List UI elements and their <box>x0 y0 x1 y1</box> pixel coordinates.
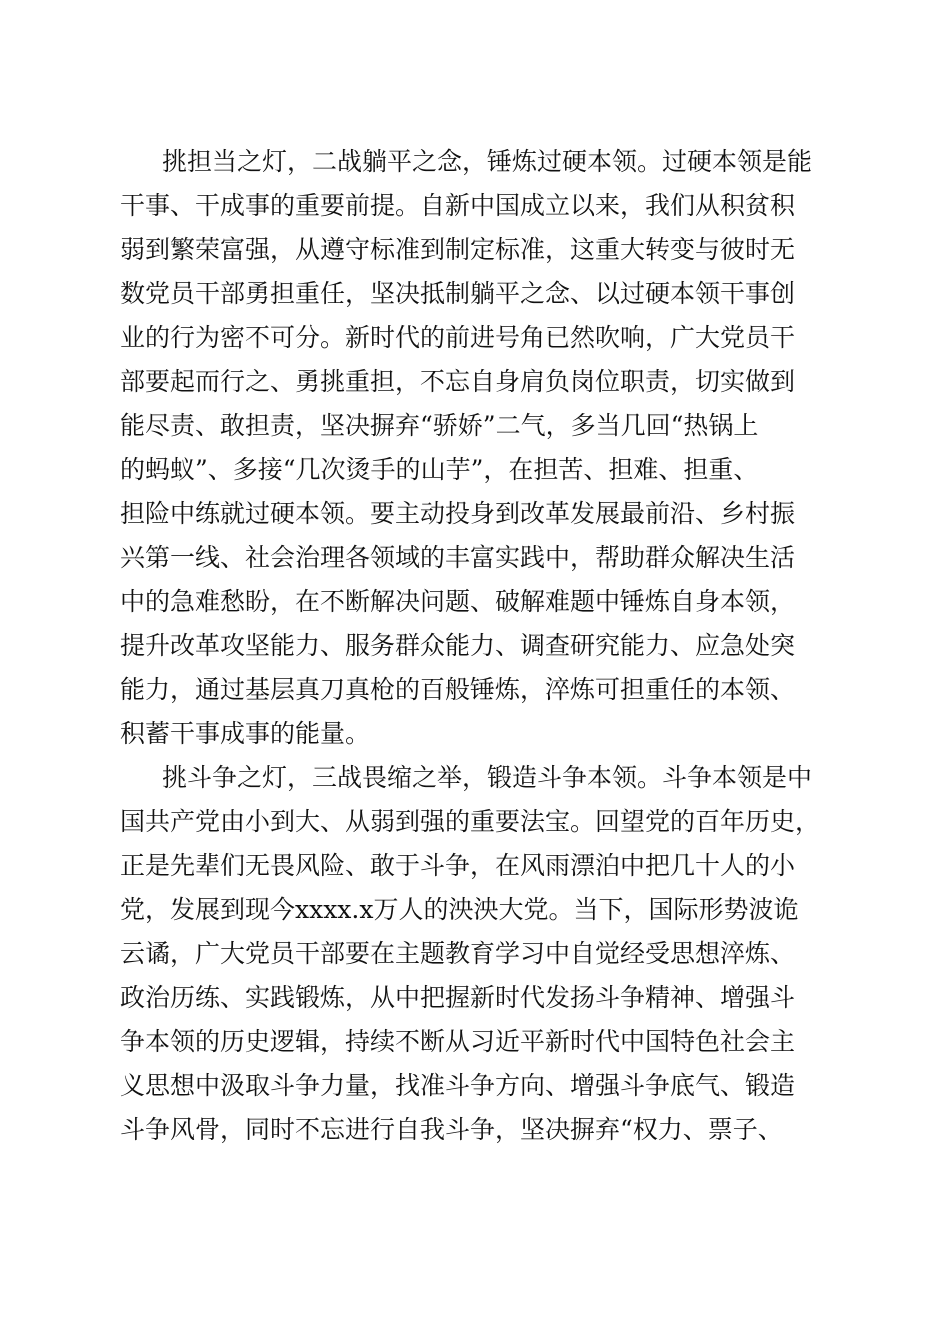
text-line: 弱到繁荣富强，从遵守标准到制定标准，这重大转变与彼时无 <box>120 235 796 264</box>
text-line: 云谲，广大党员干部要在主题教育学习中自觉经受思想淬炼、 <box>120 939 796 968</box>
text-line: 干事、干成事的重要前提。自新中国成立以来，我们从积贫积 <box>120 191 796 220</box>
text-line: 义思想中汲取斗争力量，找准斗争方向、增强斗争底气、锻造 <box>120 1071 796 1100</box>
paragraph-2 <box>120 756 840 1152</box>
text-line: 中的急难愁盼，在不断解决问题、破解难题中锤炼自身本领， <box>120 587 796 616</box>
text-line: 政治历练、实践锻炼，从中把握新时代发扬斗争精神、增强斗 <box>120 983 796 1012</box>
text-line: 提升改革攻坚能力、服务群众能力、调查研究能力、应急处突 <box>120 631 796 660</box>
text-line: 担险中练就过硬本领。要主动投身到改革发展最前沿、乡村振 <box>120 499 796 528</box>
text-line: 挑斗争之灯，三战畏缩之举，锻造斗争本领。斗争本领是中 <box>162 763 813 792</box>
text-line: 能尽责、敢担责，坚决摒弃“骄娇”二气，多当几回“热锅上 <box>120 411 759 440</box>
paragraph-1 <box>120 140 840 756</box>
text-line: 党，发展到现今xxxx.x万人的泱泱大党。当下，国际形势波诡 <box>120 895 799 924</box>
text-line: 国共产党由小到大、从弱到强的重要法宝。回望党的百年历史， <box>120 807 821 836</box>
text-line: 斗争风骨，同时不忘进行自我斗争，坚决摒弃“权力、票子、 <box>120 1115 783 1144</box>
text-line: 争本领的历史逻辑，持续不断从习近平新时代中国特色社会主 <box>120 1027 796 1056</box>
text-line: 业的行为密不可分。新时代的前进号角已然吹响，广大党员干 <box>120 323 796 352</box>
text-line: 数党员干部勇担重任，坚决抵制躺平之念、以过硬本领干事创 <box>120 279 796 308</box>
text-line: 部要起而行之、勇挑重担，不忘自身肩负岗位职责，切实做到 <box>120 367 796 396</box>
text-line: 正是先辈们无畏风险、敢于斗争，在风雨漂泊中把几十人的小 <box>120 851 796 880</box>
text-line: 的蚂蚁”、多接“几次烫手的山芋”，在担苦、担难、担重、 <box>120 455 759 484</box>
document-body <box>120 140 840 1152</box>
text-line: 能力，通过基层真刀真枪的百般锤炼，淬炼可担重任的本领、 <box>120 675 796 704</box>
text-line: 积蓄干事成事的能量。 <box>120 719 371 748</box>
text-line: 兴第一线、社会治理各领域的丰富实践中，帮助群众解决生活 <box>120 543 796 572</box>
text-line: 挑担当之灯，二战躺平之念，锤炼过硬本领。过硬本领是能 <box>162 147 813 176</box>
